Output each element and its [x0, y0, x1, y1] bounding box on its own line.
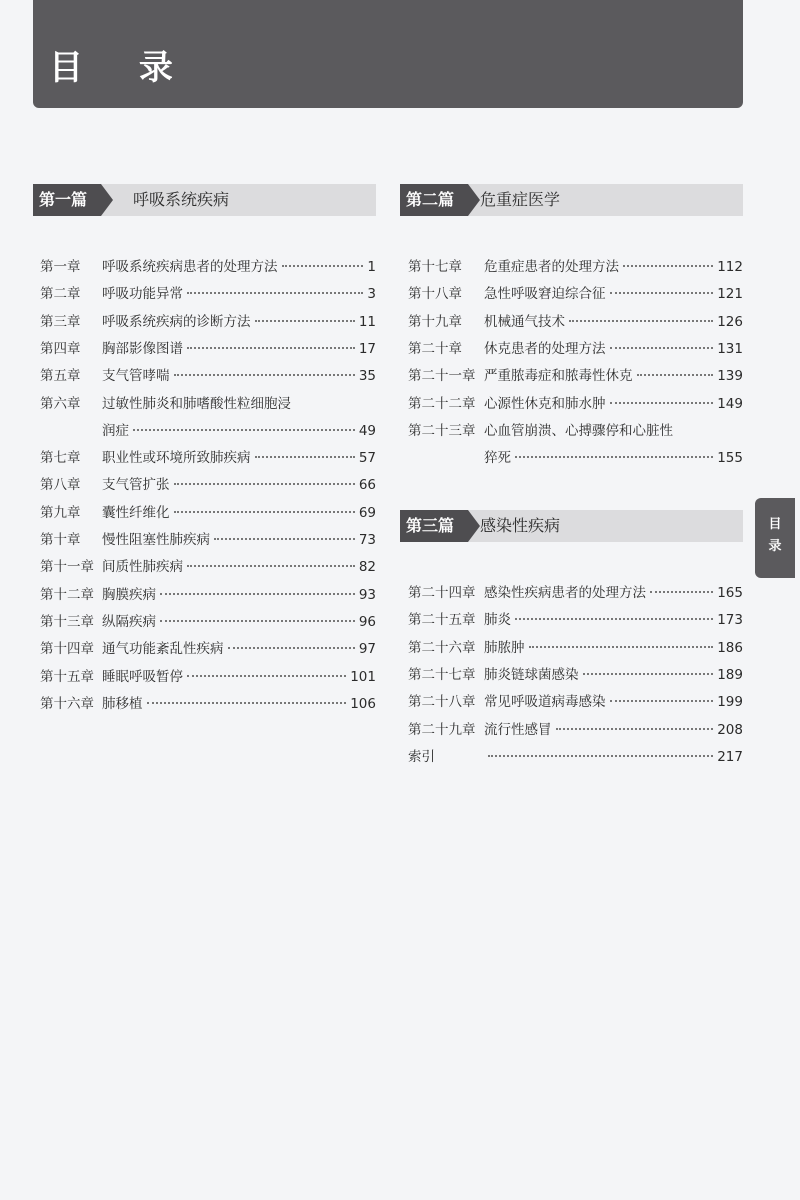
leader-dots — [255, 455, 355, 458]
page-number: 3 — [367, 286, 376, 303]
page-number: 189 — [717, 666, 743, 683]
toc-entry — [408, 444, 743, 472]
page-number: 66 — [358, 477, 376, 494]
toc-entry — [40, 635, 376, 663]
toc-entry — [408, 417, 743, 445]
page-header — [33, 0, 743, 108]
chapter-title: 肺炎链球菌感染 — [484, 666, 579, 683]
part-badge-2: 第二篇 — [400, 184, 468, 216]
chapter-title: 常见呼吸道病毒感染 — [484, 694, 606, 711]
chapter-title: 感染性疾病患者的处理方法 — [484, 585, 646, 601]
chapter-title: 间质性肺疾病 — [102, 559, 183, 576]
chapter-number: 第六章 — [40, 395, 81, 412]
chapter-number: 第十章 — [40, 532, 81, 548]
side-tab-line2: 录 — [768, 539, 782, 554]
chapter-number: 第二十七章 — [408, 666, 476, 683]
chapter-number: 第十六章 — [40, 695, 94, 712]
part-title-2: 危重症医学 — [480, 190, 561, 209]
leader-dots — [187, 291, 363, 294]
chapter-title: 睡眠呼吸暂停 — [102, 668, 183, 685]
leader-dots — [556, 727, 714, 730]
leader-dots — [228, 646, 355, 649]
leader-dots — [160, 619, 355, 622]
leader-dots — [529, 645, 714, 648]
toc-entry — [408, 579, 743, 607]
leader-dots — [610, 699, 714, 702]
toc-entry — [40, 444, 376, 472]
toc-entry — [408, 308, 743, 336]
leader-dots — [623, 264, 713, 267]
chapter-number: 第二十二章 — [408, 395, 476, 412]
page-number: 131 — [717, 340, 743, 357]
part-header-1 — [33, 184, 376, 216]
chapter-title: 休克患者的处理方法 — [484, 340, 606, 357]
chapter-title: 囊性纤维化 — [102, 504, 170, 521]
page-number: 173 — [717, 612, 743, 629]
page-number: 139 — [717, 368, 743, 385]
toc-entry — [408, 634, 743, 662]
toc-entry — [408, 688, 743, 716]
leader-dots — [282, 264, 364, 267]
toc-entry — [408, 362, 743, 390]
leader-dots — [187, 564, 355, 567]
toc-entry — [408, 280, 743, 308]
chapter-number: 第十二章 — [40, 586, 94, 603]
page-number: 208 — [717, 721, 743, 738]
chapter-title: 纵隔疾病 — [102, 613, 156, 630]
leader-dots — [255, 319, 355, 322]
page-number: 101 — [350, 668, 376, 685]
chapter-title: 肺炎 — [484, 612, 511, 629]
page-number: 11 — [358, 313, 376, 330]
page-number: 17 — [358, 340, 376, 357]
leader-dots — [174, 482, 355, 485]
part-badge-1: 第一篇 — [33, 184, 101, 216]
chapter-title: 支气管扩张 — [102, 477, 170, 494]
chapter-number: 第十九章 — [408, 313, 462, 330]
page-number: 96 — [358, 613, 376, 630]
chapter-title: 润症 — [102, 422, 129, 439]
chapter-number: 第四章 — [40, 340, 81, 357]
chapter-number: 第二十九章 — [408, 721, 476, 738]
chapter-number: 第八章 — [40, 477, 81, 494]
leader-dots — [610, 401, 714, 404]
page-number: 57 — [358, 450, 376, 467]
toc-entry — [408, 390, 743, 418]
page-number: 112 — [717, 259, 743, 275]
chapter-title: 支气管哮喘 — [102, 368, 170, 385]
chapter-number: 第五章 — [40, 368, 81, 385]
page-title: 目 录 — [49, 48, 195, 88]
toc-entry — [40, 417, 376, 445]
chapter-number: 第十一章 — [40, 559, 94, 576]
chapter-title: 急性呼吸窘迫综合征 — [484, 286, 606, 303]
leader-dots — [174, 510, 355, 513]
chapter-number: 第十三章 — [40, 613, 94, 630]
chapter-number: 第十七章 — [408, 259, 462, 275]
leader-dots — [147, 701, 347, 704]
chapter-number: 第一章 — [40, 259, 81, 275]
leader-dots — [637, 373, 714, 376]
chapter-title: 严重脓毒症和脓毒性休克 — [484, 368, 633, 385]
toc-entry — [40, 308, 376, 336]
page-number: 106 — [350, 695, 376, 712]
page-number: 73 — [358, 532, 376, 548]
leader-dots — [214, 537, 355, 540]
chapter-number: 第二十八章 — [408, 694, 476, 711]
chapter-number: 第十四章 — [40, 641, 94, 658]
toc-entry — [40, 499, 376, 527]
chapter-number: 第七章 — [40, 450, 81, 467]
side-tab-line1: 目 — [768, 517, 782, 532]
toc-entry — [40, 581, 376, 609]
page-number: 69 — [358, 504, 376, 521]
leader-dots — [569, 319, 713, 322]
page-number: 49 — [358, 422, 376, 439]
chapter-number: 第二十五章 — [408, 612, 476, 629]
toc-entry — [40, 253, 376, 281]
page-number: 97 — [358, 641, 376, 658]
chapter-title: 猝死 — [484, 450, 511, 467]
toc-entry — [40, 335, 376, 363]
toc-entry — [408, 716, 743, 744]
leader-dots — [133, 428, 355, 431]
chapter-title: 流行性感冒 — [484, 721, 552, 738]
chapter-number: 第二章 — [40, 286, 81, 303]
chapter-title: 胸膜疾病 — [102, 586, 156, 603]
toc-entry — [408, 335, 743, 363]
chapter-title: 职业性或环境所致肺疾病 — [102, 450, 251, 467]
toc-entry — [408, 606, 743, 634]
page-number: 82 — [358, 559, 376, 576]
chapter-number: 第二十六章 — [408, 639, 476, 656]
toc-entry — [40, 390, 376, 418]
toc-entry — [40, 663, 376, 691]
leader-dots — [187, 346, 355, 349]
page-number: 1 — [367, 259, 376, 275]
part-header-3 — [400, 510, 743, 542]
chapter-title: 肺移植 — [102, 695, 143, 712]
toc-entry — [40, 690, 376, 718]
chapter-title: 肺脓肿 — [484, 639, 525, 656]
leader-dots — [515, 617, 713, 620]
page-number: 121 — [717, 286, 743, 303]
chapter-title: 心源性休克和肺水肿 — [484, 395, 606, 412]
toc-entry — [408, 253, 743, 281]
chapter-number: 第十五章 — [40, 668, 94, 685]
toc-entry — [40, 553, 376, 581]
toc-entry — [408, 743, 743, 771]
toc-entry — [40, 471, 376, 499]
chapter-number: 第二十一章 — [408, 368, 476, 385]
chapter-title: 心血管崩溃、心搏骤停和心脏性 — [484, 422, 673, 439]
chapter-number: 第三章 — [40, 313, 81, 330]
page-number: 186 — [717, 639, 743, 656]
side-tab — [755, 498, 795, 578]
page-number: 199 — [717, 694, 743, 711]
toc-entry — [40, 526, 376, 554]
toc-entry — [408, 661, 743, 689]
chapter-title: 呼吸功能异常 — [102, 286, 183, 303]
page-number: 165 — [717, 585, 743, 601]
page-number: 126 — [717, 313, 743, 330]
chapter-number: 第九章 — [40, 504, 81, 521]
chapter-title: 危重症患者的处理方法 — [484, 259, 619, 275]
part-badge-3: 第三篇 — [400, 510, 468, 542]
chapter-number: 第二十三章 — [408, 422, 476, 439]
leader-dots — [610, 291, 714, 294]
part-title-3: 感染性疾病 — [480, 516, 561, 535]
leader-dots — [160, 592, 355, 595]
page-number: 217 — [717, 748, 743, 765]
leader-dots — [610, 346, 714, 349]
leader-dots — [187, 674, 346, 677]
toc-entry — [40, 608, 376, 636]
leader-dots — [583, 672, 714, 675]
toc-entry — [40, 280, 376, 308]
toc-entry — [40, 362, 376, 390]
page-number: 149 — [717, 395, 743, 412]
chapter-number: 第十八章 — [408, 286, 462, 303]
chapter-title: 机械通气技术 — [484, 313, 565, 330]
chapter-number: 索引 — [408, 748, 435, 765]
page-number: 155 — [717, 450, 743, 467]
chapter-number: 第二十四章 — [408, 585, 476, 601]
chapter-title: 过敏性肺炎和肺嗜酸性粒细胞浸 — [102, 395, 291, 412]
leader-dots — [174, 373, 355, 376]
chapter-title: 通气功能紊乱性疾病 — [102, 641, 224, 658]
chapter-title: 呼吸系统疾病患者的处理方法 — [102, 259, 278, 275]
chapter-title: 慢性阻塞性肺疾病 — [102, 532, 210, 548]
chapter-number: 第二十章 — [408, 340, 462, 357]
leader-dots — [515, 455, 713, 458]
part-title-1: 呼吸系统疾病 — [133, 190, 230, 209]
chapter-title: 胸部影像图谱 — [102, 340, 183, 357]
leader-dots — [650, 590, 713, 593]
chapter-title: 呼吸系统疾病的诊断方法 — [102, 313, 251, 330]
page-number: 35 — [358, 368, 376, 385]
page-number: 93 — [358, 586, 376, 603]
part-header-2 — [400, 184, 743, 216]
leader-dots — [488, 754, 713, 757]
